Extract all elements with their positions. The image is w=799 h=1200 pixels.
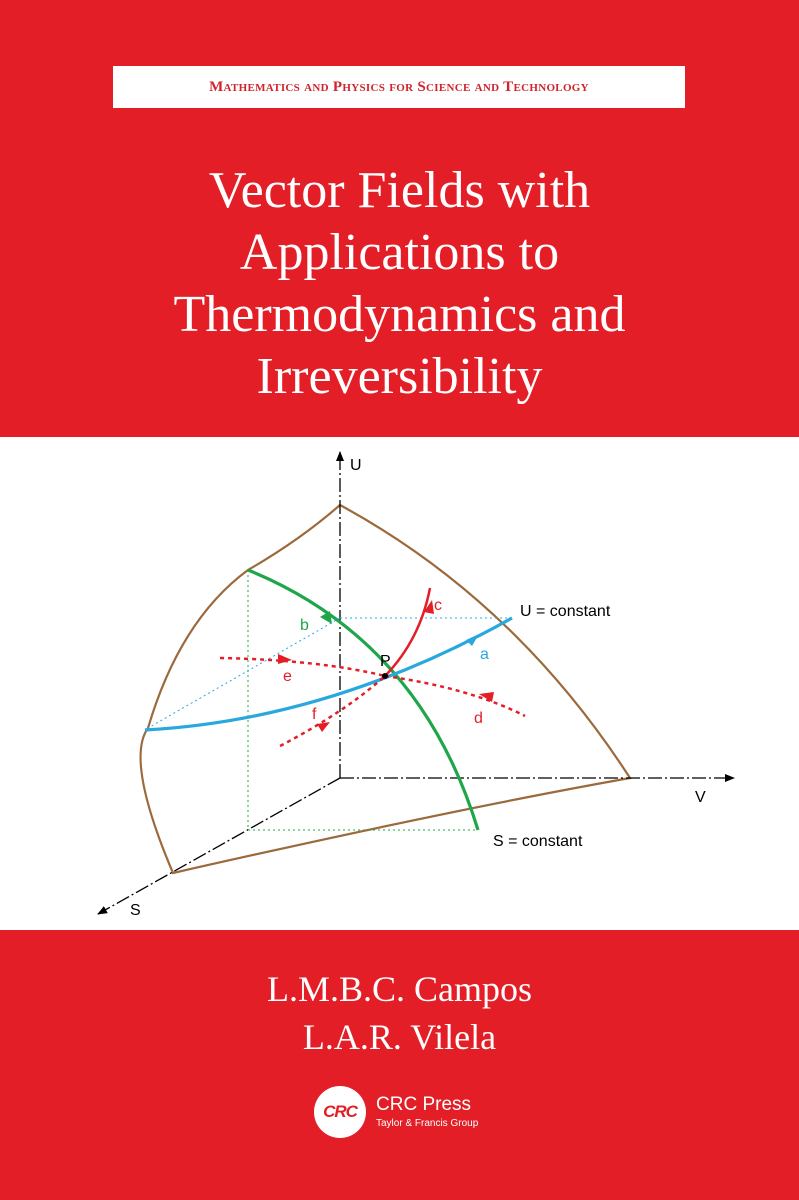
title-line: Irreversibility <box>256 348 543 405</box>
title-line: Vector Fields with <box>208 162 591 219</box>
cover-figure <box>0 437 799 930</box>
surface-outline <box>141 505 630 873</box>
book-title <box>0 160 799 408</box>
label-a: a <box>480 646 489 663</box>
title-line: Thermodynamics and <box>173 286 626 343</box>
label-e: e <box>283 668 292 685</box>
path-d <box>385 676 525 716</box>
publisher-group: Taylor & Francis Group <box>376 1118 479 1129</box>
path-e <box>220 658 385 676</box>
title-line: Applications to <box>239 224 560 281</box>
arrowhead <box>317 722 330 732</box>
u-constant-curve <box>145 618 512 730</box>
publisher-name: CRC Press <box>376 1094 472 1115</box>
thermodynamic-surface-diagram <box>0 437 799 930</box>
crc-logo-text: CRC <box>323 1102 357 1121</box>
author-name: L.A.R. Vilela <box>302 1017 497 1057</box>
label-f: f <box>312 706 317 723</box>
label-b: b <box>300 617 309 634</box>
author-name: L.M.B.C. Campos <box>266 969 533 1009</box>
s-constant-curve <box>248 570 478 830</box>
series-name: Mathematics and Physics for Science and Technology <box>209 78 589 95</box>
s-axis-label: S <box>130 902 141 919</box>
s-axis <box>98 778 340 914</box>
arrowhead <box>466 634 479 646</box>
label-c: c <box>434 597 442 614</box>
point-p <box>382 673 388 679</box>
author-list <box>0 965 799 1061</box>
series-banner <box>113 66 685 108</box>
path-f <box>280 676 385 746</box>
s-constant-label: S = constant <box>493 833 583 850</box>
crc-logo-icon <box>314 1086 366 1138</box>
label-d: d <box>474 710 483 727</box>
point-label: P <box>380 653 391 670</box>
arrowhead <box>278 654 292 664</box>
u-constant-label: U = constant <box>520 603 611 620</box>
v-axis-label: V <box>695 789 706 806</box>
u-axis-label: U <box>350 457 362 474</box>
publisher-block <box>314 1084 494 1140</box>
